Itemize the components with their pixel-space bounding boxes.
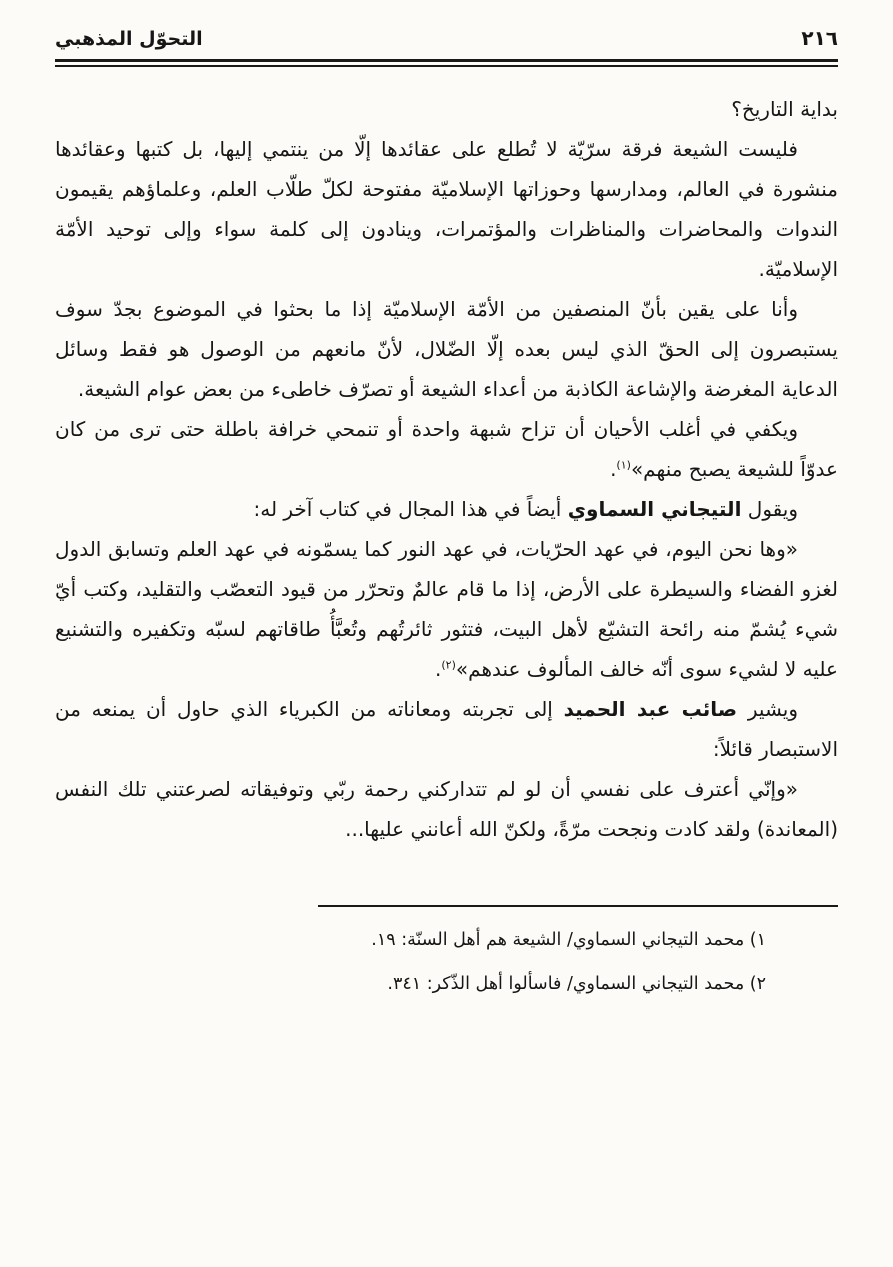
paragraph-text: ويكفي في أغلب الأحيان أن تزاح شبهة واحدة أو تنمحي خرافة باطلة حتى ترى من كان عدوّاً للشيعة يصبح منهم»: [55, 417, 838, 481]
paragraph-text: ويقول: [741, 497, 798, 521]
paragraph-text: «وها نحن اليوم، في عهد الحرّيات، في عهد النور كما يسمّونه في عهد العلم وتسابق الدول لغزو الفضاء والسيطرة على الأرض، إذا ما قام عالمٌ وتحرّر من قيود التعصّب والتقليد، وكتب أيّ شيء يُشمّ منه رائحة التشيّع لأهل البيت، فتثور ثائرتُهم وتُعبَّأُ طاقاتهم لسبّه وتكفيره والتشنيع عليه لا لشيء سوى أنّه خالف المألوف عندهم»: [55, 537, 838, 681]
paragraph-text: إلى تجربته ومعاناته من الكبرياء الذي حاول أن يمنعه من الاستبصار قائلاً:: [55, 697, 838, 761]
footnote-2: ٢) محمد التيجاني السماوي/ فاسألوا أهل الذّكر: ٣٤١.: [387, 974, 766, 994]
header-double-rule: [55, 59, 838, 67]
paragraph-fair-minded-researchers: وأنا على يقين بأنّ المنصفين من الأمّة الإسلاميّة إذا ما بحثوا في الموضوع بجدّ سوف يستبصرون إلى الحقّ الذي ليس بعده إلّا الضّلال، لأنّ مانعهم من الوصول هو فقط وسائل الدعاية المغرضة والإشاعة الكاذبة من أعداء الشيعة أو تصرّف خاطىء من بعض عوام الشيعة.: [55, 297, 838, 401]
paragraph-text: ويشير: [737, 697, 799, 721]
paragraph-saib-quote: «وإنّي أعترف على نفسي أن لو لم تتداركني رحمة ربّي وتوفيقاته لصرعتني تلك النفس (المعاندة) ولقد كادت ونجحت مرّةً، ولكنّ الله أعانني عليها...: [55, 777, 838, 841]
footnote-1: ١) محمد التيجاني السماوي/ الشيعة هم أهل السنّة: ١٩.: [371, 930, 766, 950]
author-name-tijani: التيجاني السماوي: [567, 497, 742, 521]
paragraph-text: .: [610, 457, 617, 481]
page-number: ٢١٦: [801, 26, 838, 50]
author-name-saib: صائب عبد الحميد: [563, 697, 738, 721]
book-title: التحوّل المذهبي: [55, 28, 203, 50]
paragraph-tijani-intro: [55, 489, 838, 529]
paragraph-text: أيضاً في هذا المجال في كتاب آخر له:: [253, 497, 568, 521]
footnotes-section: [55, 905, 838, 998]
footnote-ref-2: (٢): [441, 658, 456, 672]
page-body: [55, 89, 838, 849]
paragraph-shia-not-secret-sect: فليست الشيعة فرقة سرّيّة لا تُطلع على عقائدها إلّا من ينتمي إليها، بل كتبها وعقائدها منشورة في العالم، ومدارسها وحوزاتها الإسلاميّة مفتوحة لكلّ طلّاب العلم، وعلماؤهم يقيمون الندوات والمحاضرات والمناظرات والمؤتمرات، وينادون إلى كلمة سواء وإلى توحيد الأمّة الإسلاميّة.: [55, 137, 838, 281]
paragraph-text: .: [435, 657, 442, 681]
paragraph-history-question: بداية التاريخ؟: [731, 97, 838, 121]
page-header: [55, 0, 838, 50]
paragraph-saib-intro: [55, 689, 838, 769]
paragraph-enemy-becomes-shia: [55, 409, 838, 489]
paragraph-tijani-quote: [55, 529, 838, 689]
footnote-ref-1: (١): [616, 458, 631, 472]
footnote-separator-rule: [318, 905, 838, 907]
